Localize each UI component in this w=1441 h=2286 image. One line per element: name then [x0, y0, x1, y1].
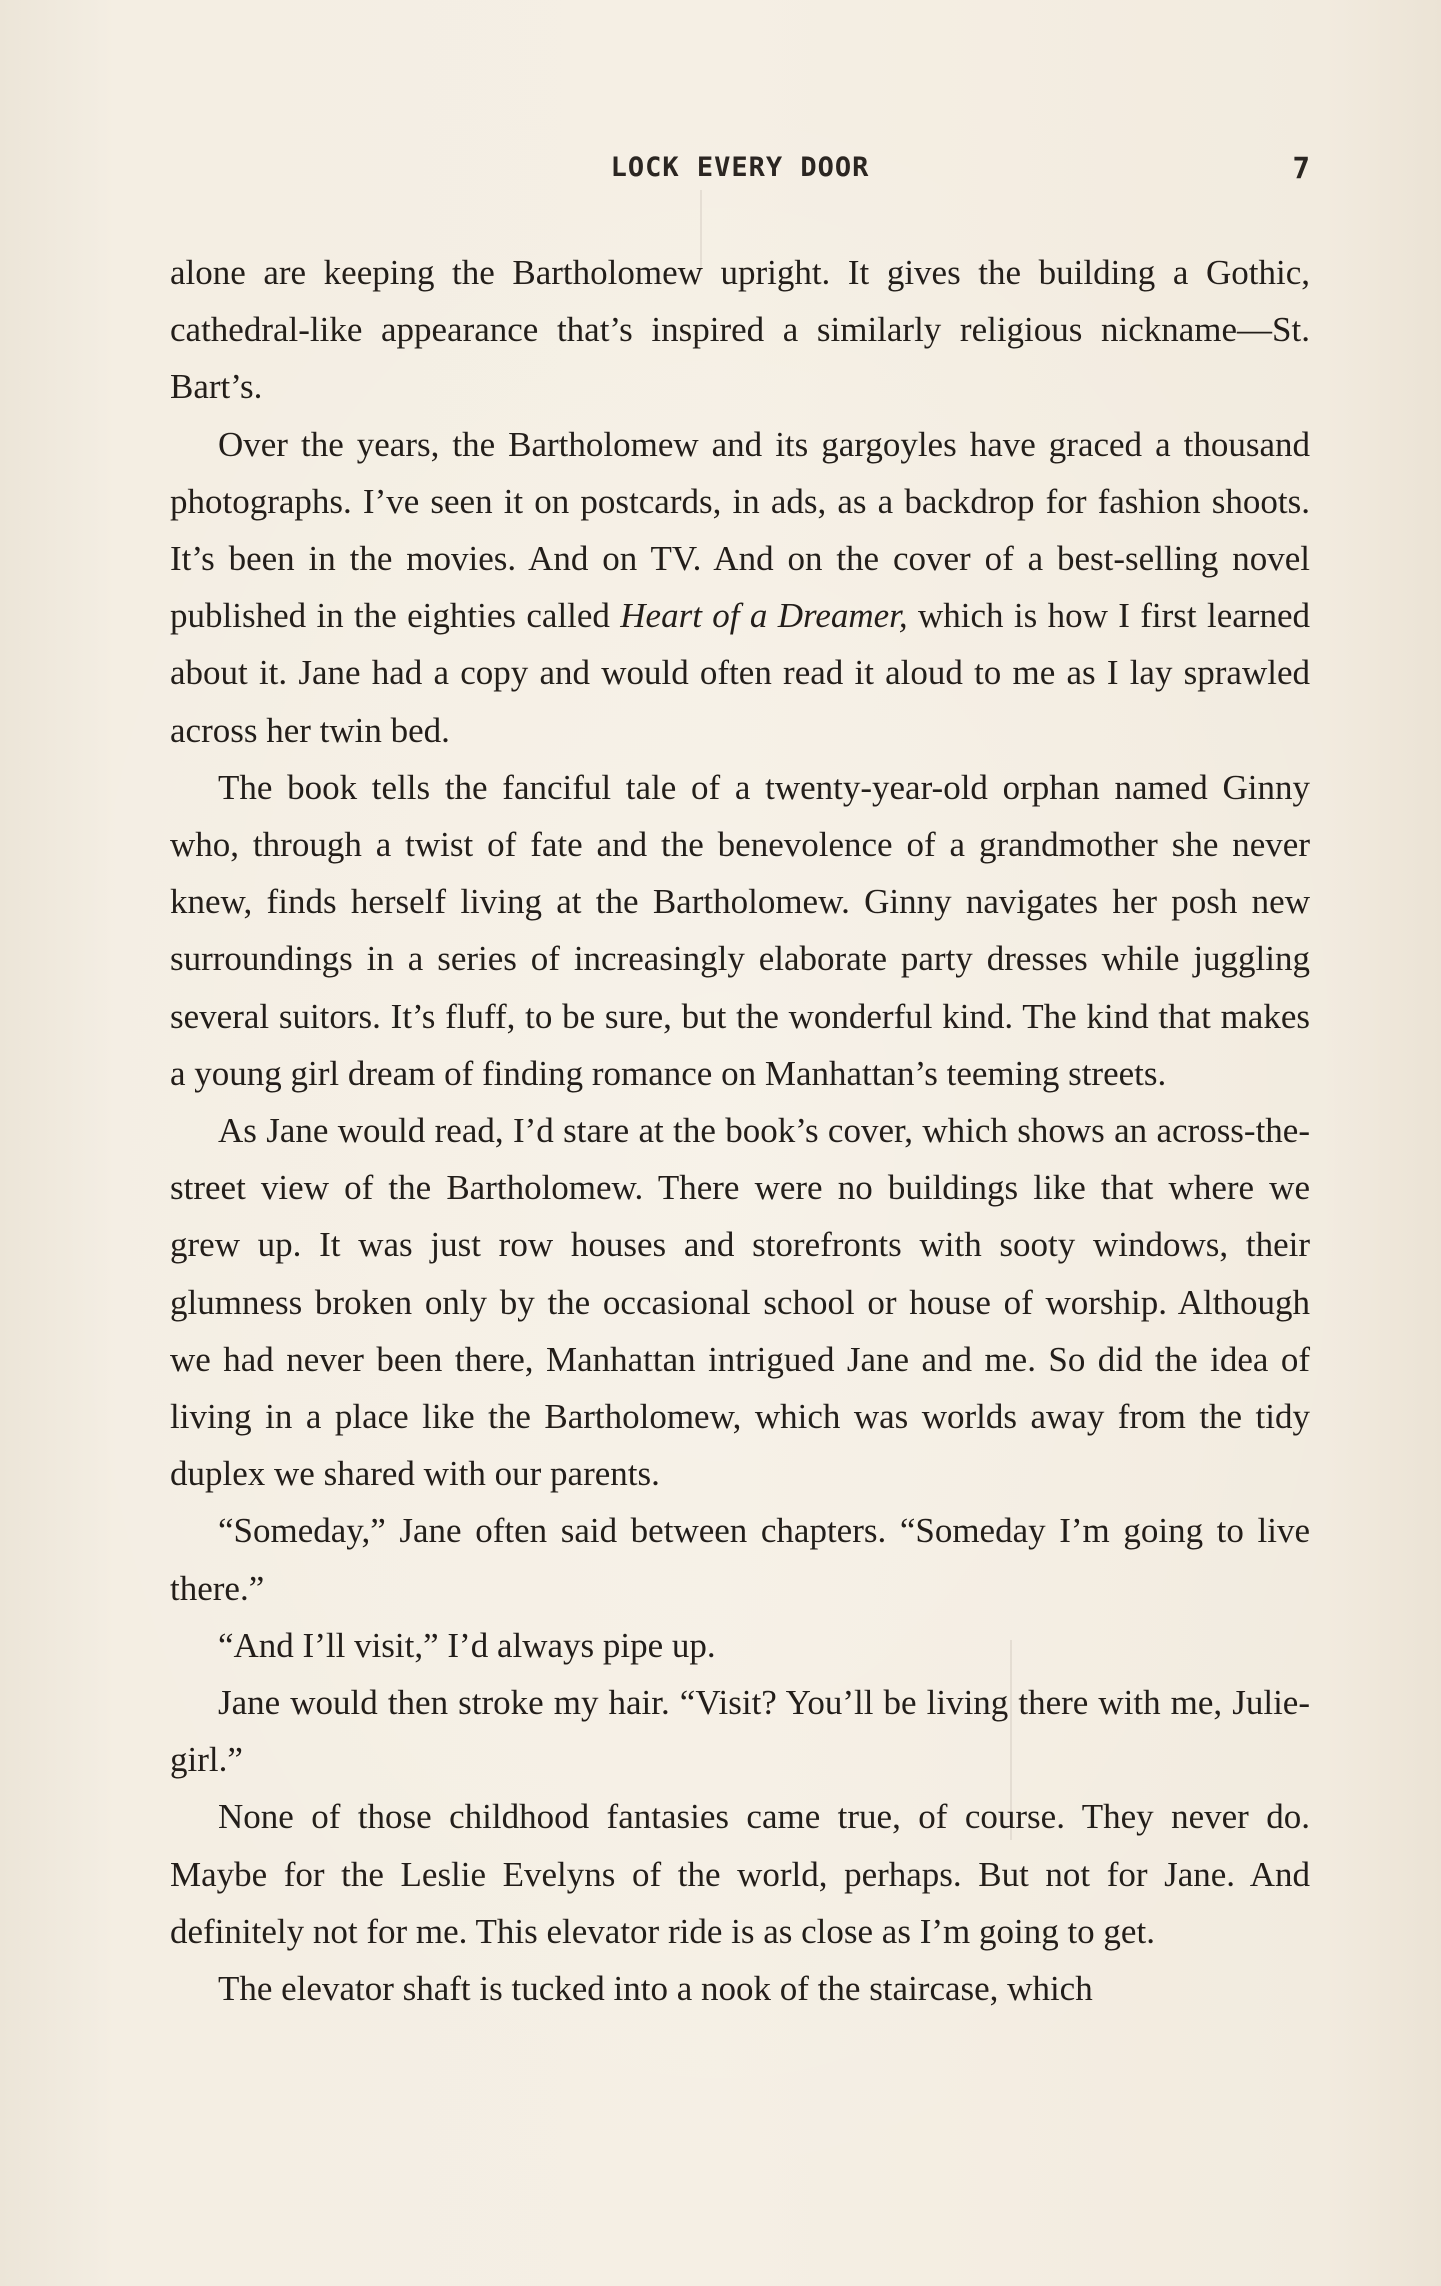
body-text — [170, 244, 1310, 2017]
page-number: 7 — [1292, 151, 1310, 185]
paragraph: The book tells the fanciful tale of a twenty-year-old orphan named Ginny who, through a twist of fate and the benevolence of a grandmother she never knew, finds herself living at the Bartholomew. Ginny navigates her posh new surroundings in a series of increasingly elaborate party dresses while juggling several suitors. It’s fluff, to be sure, but the wonderful kind. The kind that makes a young girl dream of finding romance on Manhattan’s teeming streets. — [170, 767, 1310, 1093]
paragraph: As Jane would read, I’d stare at the book’s cover, which shows an across-the-street view of the Bartholomew. There were no buildings like that where we grew up. It was just row houses and storefronts with sooty windows, their glumness broken only by the occasional school or house of worship. Although we had never been there, Manhattan intrigued Jane and me. So did the idea of living in a place like the Bartholomew, which was worlds away from the tidy duplex we shared with our parents. — [170, 1111, 1310, 1494]
running-title: LOCK EVERY DOOR — [610, 152, 870, 183]
paragraph: alone are keeping the Bartholomew upright. It gives the building a Gothic, cathedral-like appearance that’s inspired a similarly religious nickname—St. Bart’s. — [170, 253, 1310, 407]
paragraph: “And I’ll visit,” I’d always pipe up. — [218, 1625, 716, 1665]
paragraph-text: which is how I first learned about it. Jane had a copy and would often read it aloud to me as I lay sprawled across her twin bed. — [170, 596, 1310, 750]
running-head — [170, 146, 1310, 190]
book-title: Heart of a Dreamer, — [620, 596, 908, 636]
paragraph: None of those childhood fantasies came true, of course. They never do. Maybe for the Leslie Evelyns of the world, perhaps. But not for Jane. And definitely not for me. This elevator ride is as close as I’m going to get. — [170, 1797, 1310, 1951]
paragraph: The elevator shaft is tucked into a nook of the staircase, which — [218, 1969, 1093, 2009]
paragraph-text: Over the years, the Bartholomew and its gargoyles have graced a thousand photographs. I’ve seen it on postcards, in ads, as a backdrop for fashion shoots. It’s been in the movies. And on TV. And on the cover of a best-selling novel published in the eighties called — [170, 424, 1310, 636]
paragraph: “Someday,” Jane often said between chapters. “Someday I’m going to live there.” — [170, 1511, 1310, 1608]
paragraph — [170, 416, 1310, 759]
paragraph: Jane would then stroke my hair. “Visit? You’ll be living there with me, Julie-girl.” — [170, 1683, 1310, 1780]
